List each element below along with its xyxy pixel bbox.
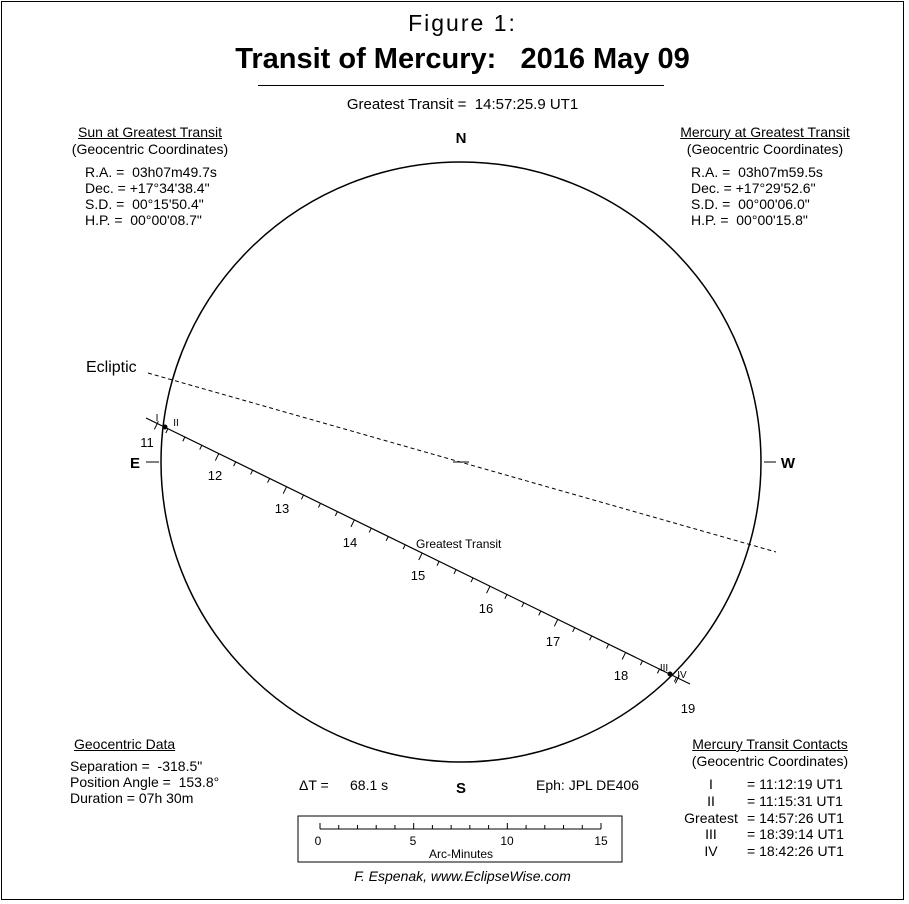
hour-tick — [215, 453, 219, 460]
credit: F. Espenak, www.EclipseWise.com — [354, 868, 571, 884]
contact-name-iv: IV — [704, 843, 718, 859]
hour-label-15: 15 — [410, 568, 426, 583]
hour-label-16: 16 — [478, 601, 494, 616]
quarter-hour-tick — [386, 536, 388, 540]
scale-ticks — [320, 823, 601, 829]
contact-iii-marker — [668, 672, 673, 677]
scale-tick-label-10: 10 — [500, 834, 514, 848]
east-label: E — [129, 455, 141, 472]
scale-tick-label-0: 0 — [314, 834, 322, 848]
duration: Duration = 07h 30m — [70, 790, 194, 806]
hour-label-19: 19 — [680, 701, 696, 716]
hour-tick — [622, 652, 626, 659]
south-label: S — [455, 780, 467, 797]
scale-caption: Arc-Minutes — [428, 847, 494, 861]
contact-ii-label: II — [173, 418, 179, 429]
quarter-hour-tick — [471, 578, 473, 582]
figure-label: Figure 1: — [408, 10, 517, 36]
mercury-ra: R.A. = 03h07m59.5s — [691, 164, 823, 180]
hour-tick — [487, 586, 491, 593]
scale-tick-label-15: 15 — [594, 834, 608, 848]
hour-tick — [283, 487, 287, 494]
title-prefix: Transit of Mercury: — [235, 43, 497, 75]
hour-label-14: 14 — [342, 535, 358, 550]
mercury-hp: H.P. = 00°00'15.8" — [691, 212, 808, 228]
hour-label-12: 12 — [207, 468, 223, 483]
quarter-hour-tick — [607, 644, 609, 648]
contacts-subheading: (Geocentric Coordinates) — [691, 753, 849, 769]
sun-hp: H.P. = 00°00'08.7" — [85, 212, 202, 228]
sun-sd: S.D. = 00°15'50.4" — [85, 196, 204, 212]
quarter-hour-tick — [301, 495, 303, 499]
quarter-hour-tick — [183, 437, 185, 441]
position-angle: Position Angle = 153.8° — [70, 774, 220, 790]
delta-t-label: ΔT = — [299, 777, 329, 793]
quarter-hour-tick — [251, 470, 253, 474]
delta-t-value: 68.1 s — [350, 777, 389, 793]
mercury-panel-subheading: (Geocentric Coordinates) — [686, 141, 844, 157]
quarter-hour-tick — [522, 603, 524, 607]
ephemeris: Eph: JPL DE406 — [536, 777, 639, 793]
quarter-hour-tick — [590, 636, 592, 640]
hour-tick — [554, 619, 558, 626]
mercury-dec: Dec. = +17°29'52.6" — [691, 180, 816, 196]
greatest-transit-time: Greatest Transit = 14:57:25.9 UT1 — [346, 96, 579, 113]
separation: Separation = -318.5" — [70, 758, 203, 774]
contact-i-label: I — [155, 413, 159, 424]
quarter-hour-tick — [539, 611, 541, 615]
quarter-hour-tick — [335, 511, 337, 515]
west-label: W — [780, 455, 796, 472]
mercury-panel-heading: Mercury at Greatest Transit — [680, 124, 850, 140]
hour-label-13: 13 — [274, 501, 290, 516]
contact-name-i: I — [709, 776, 713, 792]
geocentric-data-heading: Geocentric Data — [74, 736, 176, 752]
ecliptic-label: Ecliptic — [86, 359, 137, 376]
quarter-hour-tick — [234, 462, 236, 466]
greatest-transit-label: Greatest Transit — [416, 537, 502, 551]
hour-tick — [419, 553, 423, 560]
quarter-hour-tick — [573, 627, 575, 631]
mercury-sd: S.D. = 00°00'06.0" — [691, 196, 810, 212]
hour-tick — [351, 520, 355, 527]
scale-tick-label-5: 5 — [409, 834, 417, 848]
contact-ii-marker — [163, 425, 168, 430]
contact-name-ii: II — [707, 793, 715, 809]
contact-name-iii: III — [705, 826, 717, 842]
contacts-heading: Mercury Transit Contacts — [692, 736, 848, 752]
sun-panel-heading: Sun at Greatest Transit — [78, 124, 222, 140]
quarter-hour-tick — [403, 545, 405, 549]
sun-ra: R.A. = 03h07m49.7s — [85, 164, 217, 180]
sun-dec: Dec. = +17°34'38.4" — [85, 180, 210, 196]
quarter-hour-tick — [454, 569, 456, 573]
title-date: 2016 May 09 — [520, 43, 690, 75]
hour-label-18: 18 — [613, 668, 629, 683]
contact-time-ii: = 11:15:31 UT1 — [747, 793, 843, 809]
contact-iv-label: IV — [677, 670, 687, 681]
contact-time-iii: = 18:39:14 UT1 — [747, 826, 844, 842]
contact-iii-label: III — [659, 663, 669, 674]
contact-time-iv: = 18:42:26 UT1 — [747, 843, 844, 859]
quarter-hour-tick — [640, 661, 642, 665]
sun-panel-subheading: (Geocentric Coordinates) — [71, 141, 229, 157]
quarter-hour-tick — [437, 561, 439, 565]
quarter-hour-tick — [200, 445, 202, 449]
quarter-hour-tick — [369, 528, 371, 532]
contact-time-greatest: = 14:57:26 UT1 — [747, 810, 844, 826]
quarter-hour-tick — [318, 503, 320, 507]
north-label: N — [455, 130, 467, 147]
quarter-hour-tick — [268, 478, 270, 482]
contact-time-i: = 11:12:19 UT1 — [747, 776, 843, 792]
contact-name-greatest: Greatest — [684, 810, 738, 826]
quarter-hour-tick — [505, 594, 507, 598]
hour-label-17: 17 — [545, 634, 561, 649]
hour-label-11: 11 — [140, 435, 154, 450]
